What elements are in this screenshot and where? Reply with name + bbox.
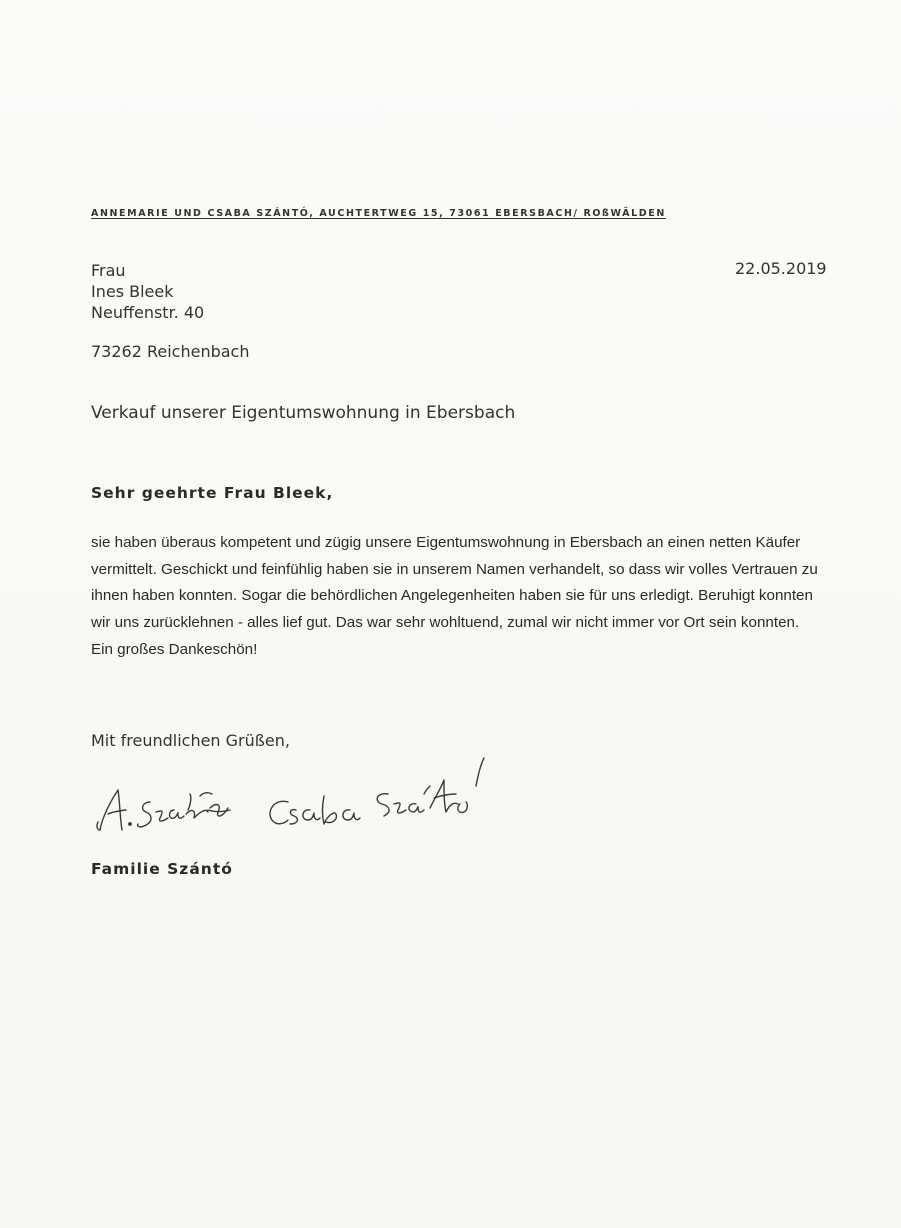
recipient-city: 73262 Reichenbach [91, 342, 250, 361]
recipient-salutation-line: Frau [91, 261, 126, 280]
letter-body [91, 530, 831, 664]
recipient-address [91, 260, 204, 323]
letter-closing: Mit freundlichen Grüßen, [91, 731, 290, 750]
letter-signoff: Familie Szántó [91, 860, 233, 878]
body-line: sie haben überaus kompetent und zügig unsere Eigentumswohnung in Ebersbach an einen netten Käufer [91, 534, 801, 551]
letter-date: 22.05.2019 [735, 259, 827, 278]
body-line: ihnen haben konnten. Sogar die behördlichen Angelegenheiten haben sie für uns erledigt. Beruhigt konnten [91, 587, 813, 605]
recipient-street: Neuffenstr. 40 [91, 303, 205, 322]
handwritten-signature [88, 752, 508, 842]
letter-salutation: Sehr geehrte Frau Bleek, [91, 484, 334, 502]
body-line: wir uns zurücklehnen - alles lief gut. Das war sehr wohltuend, zumal wir nicht immer vor Ort sein konnten. [91, 614, 800, 632]
letter-subject: Verkauf unserer Eigentumswohnung in Ebersbach [91, 403, 516, 423]
body-line: Ein großes Dankeschön! [91, 640, 258, 658]
body-line: vermittelt. Geschickt und feinfühlig haben sie in unserem Namen verhandelt, so dass wir volles Vertrauen zu [91, 560, 818, 578]
recipient-name: Ines Bleek [91, 282, 174, 301]
sender-address-line: ANNEMARIE UND CSABA SZÁNTÓ, AUCHTERTWEG 15, 73061 EBERSBACH/ ROßWÄLDEN [91, 208, 666, 219]
